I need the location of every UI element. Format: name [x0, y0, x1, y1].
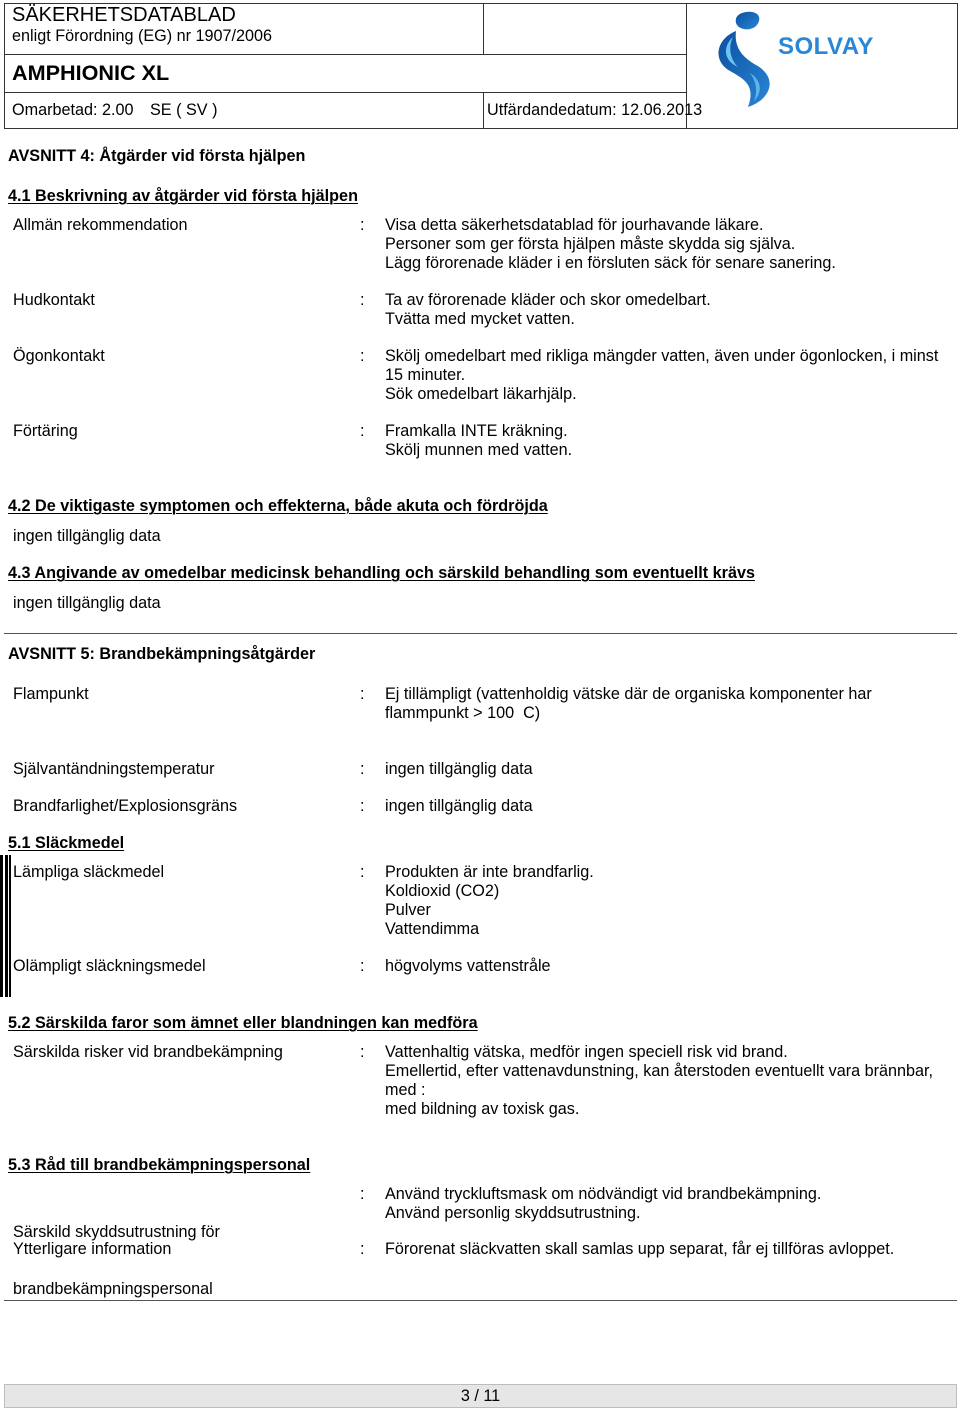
- subsection-5-2-heading: 5.2 Särskilda faror som ämnet eller blandningen kan medföra: [8, 1014, 478, 1032]
- header-divider: [483, 92, 484, 129]
- row-separator: :: [360, 1240, 365, 1258]
- value-line: Tvätta med mycket vatten.: [385, 310, 575, 328]
- row-separator: :: [360, 863, 365, 881]
- subsection-4-2-heading: 4.2 De viktigaste symptomen och effekterna, både akuta och fördröjda: [8, 497, 548, 515]
- value-line: Emellertid, efter vattenavdunstning, kan återstoden eventuellt vara brännbar,: [385, 1062, 934, 1080]
- row-separator: :: [360, 347, 365, 365]
- row-separator: :: [360, 957, 365, 975]
- value-line: Skölj omedelbart med rikliga mängder vatten, även under ögonlocken, i minst: [385, 347, 939, 365]
- row-value: [385, 347, 955, 404]
- flash-point-row: [0, 685, 960, 722]
- unsuitable-media-row: [0, 957, 960, 976]
- row-label: Självantändningstemperatur: [13, 760, 215, 778]
- header-divider: [4, 92, 686, 93]
- row-value: [385, 216, 955, 273]
- row-value: [385, 760, 955, 779]
- further-information-row: [0, 1240, 960, 1259]
- value-line: högvolyms vattenstråle: [385, 957, 551, 975]
- solvay-logo: [686, 3, 957, 128]
- section-4-title: AVSNITT 4: Åtgärder vid första hjälpen: [8, 147, 306, 165]
- first-aid-eye-row: [0, 347, 960, 403]
- special-hazards-row: [0, 1043, 960, 1118]
- document-title: SÄKERHETSDATABLAD: [12, 4, 236, 26]
- section-divider: [4, 633, 957, 634]
- row-separator: :: [360, 291, 365, 309]
- label-line: Särskild skyddsutrustning för: [13, 1223, 220, 1241]
- subsection-4-3-heading: 4.3 Angivande av omedelbar medicinsk behandling och särskild behandling som eventuellt krävs: [8, 564, 755, 582]
- value-line: 15 minuter.: [385, 366, 466, 384]
- value-line: med bildning av toxisk gas.: [385, 1100, 580, 1118]
- value-line: med :: [385, 1081, 426, 1099]
- value-line: Lägg förorenade kläder i en försluten säck för senare sanering.: [385, 254, 836, 272]
- value-line: Använd personlig skyddsutrustning.: [385, 1204, 641, 1222]
- row-value: [385, 1043, 955, 1119]
- subsection-4-2-text: ingen tillgänglig data: [13, 527, 161, 545]
- first-aid-skin-row: [0, 291, 960, 328]
- row-separator: :: [360, 797, 365, 815]
- value-line: Framkalla INTE kräkning.: [385, 422, 568, 440]
- regulation-reference: enligt Förordning (EG) nr 1907/2006: [12, 27, 273, 45]
- subsection-5-3-heading: 5.3 Råd till brandbekämpningspersonal: [8, 1156, 311, 1174]
- document-language: SE ( SV ): [150, 101, 218, 119]
- value-line: Personer som ger första hjälpen måste skydda sig själva.: [385, 235, 796, 253]
- row-label: Ögonkontakt: [13, 347, 105, 365]
- value-line: Vattendimma: [385, 920, 480, 938]
- value-line: flammpunkt > 100 C): [385, 704, 541, 722]
- row-label: Ytterligare information: [13, 1240, 172, 1258]
- solvay-swirl-icon: [719, 12, 770, 107]
- row-label: [13, 1185, 220, 1337]
- row-value: [385, 1240, 955, 1259]
- autoignition-row: [0, 760, 960, 779]
- value-line: Vattenhaltig vätska, medför ingen speciell risk vid brand.: [385, 1043, 788, 1061]
- label-line: brandbekämpningspersonal: [13, 1280, 213, 1298]
- row-label: Flampunkt: [13, 685, 89, 703]
- page-footer: [4, 1384, 957, 1408]
- subsection-4-1-heading: 4.1 Beskrivning av åtgärder vid första hjälpen: [8, 187, 358, 205]
- product-name: AMPHIONIC XL: [12, 60, 170, 85]
- row-separator: :: [360, 685, 365, 703]
- row-label: Olämpligt släckningsmedel: [13, 957, 206, 975]
- value-line: Ej tillämpligt (vattenholdig vätske där de organiska komponenter har: [385, 685, 872, 703]
- value-line: Pulver: [385, 901, 431, 919]
- value-line: ingen tillgänglig data: [385, 760, 533, 778]
- section-5-title: AVSNITT 5: Brandbekämpningsåtgärder: [8, 645, 316, 663]
- value-line: Koldioxid (CO2): [385, 882, 500, 900]
- value-line: Visa detta säkerhetsdatablad för jourhavande läkare.: [385, 216, 764, 234]
- value-line: Produkten är inte brandfarlig.: [385, 863, 594, 881]
- row-label: Hudkontakt: [13, 291, 95, 309]
- value-line: ingen tillgänglig data: [385, 797, 533, 815]
- row-label: Lämpliga släckmedel: [13, 863, 165, 881]
- row-value: [385, 422, 955, 460]
- value-line: Ta av förorenade kläder och skor omedelbart.: [385, 291, 711, 309]
- subsection-4-3-text: ingen tillgänglig data: [13, 594, 161, 612]
- value-line: Använd tryckluftsmask om nödvändigt vid brandbekämpning.: [385, 1185, 822, 1203]
- value-line: Sök omedelbart läkarhjälp.: [385, 385, 577, 403]
- page-number: 3 / 11: [460, 1387, 501, 1405]
- section-divider: [4, 1300, 957, 1301]
- header-divider: [4, 54, 686, 55]
- row-separator: :: [360, 1043, 365, 1061]
- value-line: Förorenat släckvatten skall samlas upp separat, får ej tillföras avloppet.: [385, 1240, 895, 1258]
- row-separator: :: [360, 216, 365, 234]
- row-label: Allmän rekommendation: [13, 216, 188, 234]
- first-aid-general-row: [0, 216, 960, 272]
- row-value: [385, 685, 955, 723]
- suitable-media-row: [0, 863, 960, 938]
- row-value: [385, 291, 955, 329]
- row-value: [385, 797, 955, 816]
- row-label: Särskilda risker vid brandbekämpning: [13, 1043, 283, 1061]
- logo-wordmark: SOLVAY: [778, 33, 874, 60]
- row-label: Förtäring: [13, 422, 78, 440]
- issue-date: Utfärdandedatum: 12.06.2013: [487, 101, 703, 119]
- flammability-row: [0, 797, 960, 816]
- revision-number: Omarbetad: 2.00: [12, 101, 134, 119]
- row-separator: :: [360, 760, 365, 778]
- row-value: [385, 1185, 955, 1223]
- row-value: [385, 957, 955, 976]
- first-aid-ingestion-row: [0, 422, 960, 459]
- row-separator: :: [360, 422, 365, 440]
- header-divider: [483, 3, 484, 54]
- row-label: Brandfarlighet/Explosionsgräns: [13, 797, 238, 815]
- subsection-5-1-heading: 5.1 Släckmedel: [8, 834, 125, 852]
- row-value: [385, 863, 955, 939]
- row-separator: :: [360, 1185, 365, 1203]
- value-line: Skölj munnen med vatten.: [385, 441, 573, 459]
